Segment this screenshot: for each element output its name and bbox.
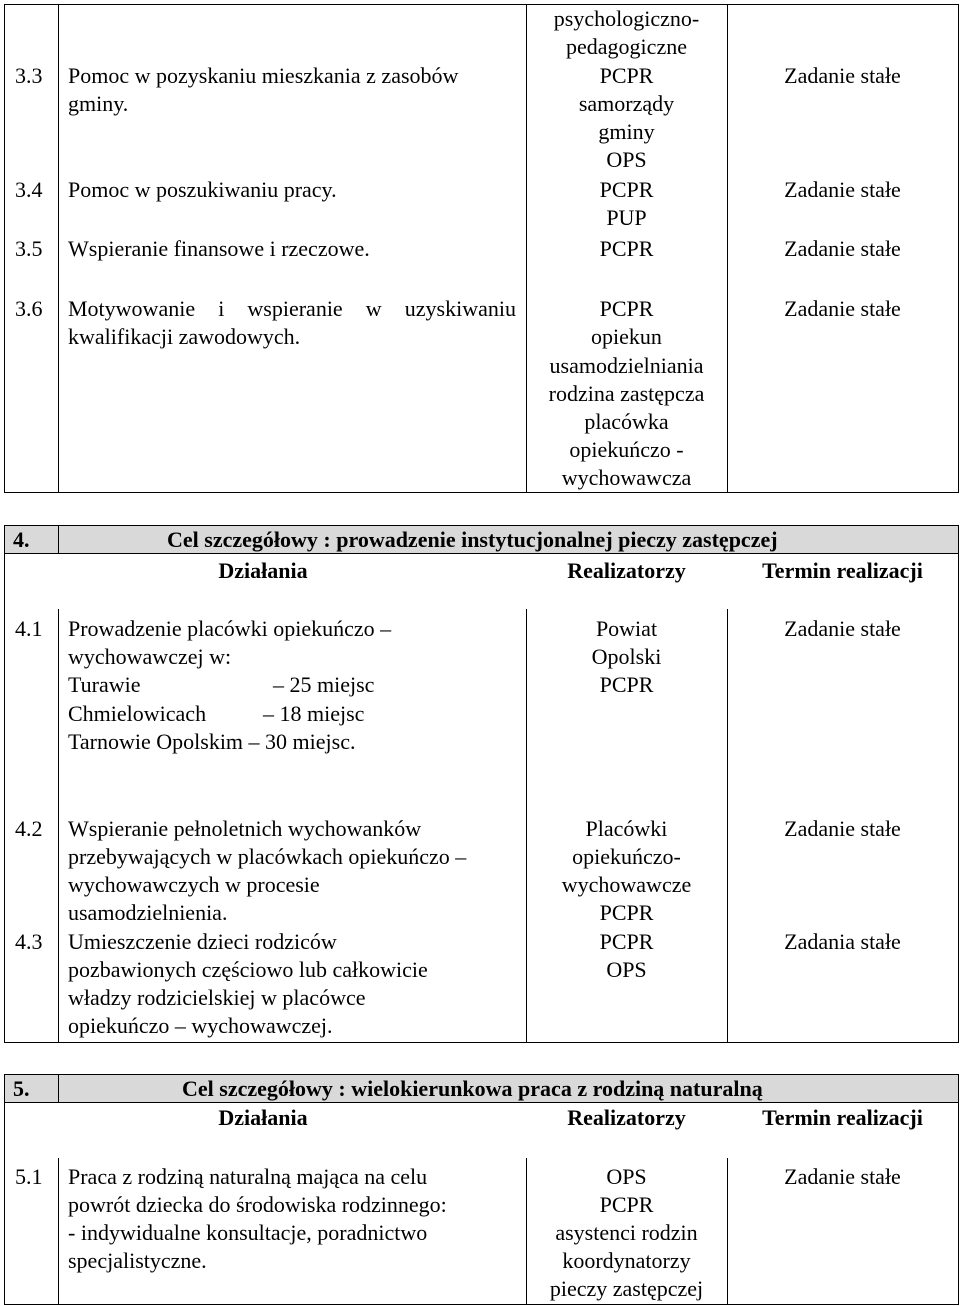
- termin-text: Zadanie stałe: [784, 296, 901, 321]
- place-name: Turawie: [68, 672, 141, 697]
- termin-text: Zadanie stałe: [784, 616, 901, 641]
- realizatorzy-line: psychologiczno-: [553, 6, 700, 31]
- realizatorzy-line: PCPR: [599, 236, 654, 261]
- section-number: 4.: [13, 527, 30, 552]
- action-text: opiekuńczo – wychowawczej.: [68, 1013, 333, 1038]
- realizatorzy-line: PUP: [606, 205, 647, 230]
- realizatorzy-line: Opolski: [591, 644, 662, 669]
- termin-text: Zadanie stałe: [784, 177, 901, 202]
- border-right: [958, 4, 959, 493]
- realizatorzy-line: Placówki: [585, 816, 668, 841]
- realizatorzy-line: asystenci rodzin: [555, 1220, 698, 1245]
- divider-num: [58, 609, 59, 1043]
- realizatorzy-line: opiekuńczo-: [572, 844, 681, 869]
- section-number: 5.: [13, 1076, 30, 1101]
- border-bottom: [4, 492, 959, 493]
- realizatorzy-line: PCPR: [599, 1192, 654, 1217]
- termin-text: Zadanie stałe: [784, 816, 901, 841]
- realizatorzy-line: samorządy: [578, 91, 675, 116]
- realizatorzy-line: pieczy zastępczej: [549, 1276, 704, 1301]
- action-text: gminy.: [68, 91, 129, 116]
- realizatorzy-line: opiekun: [591, 324, 662, 349]
- action-text: przebywających w placówkach opiekuńczo –: [68, 844, 467, 869]
- realizatorzy-line: usamodzielniania: [549, 353, 704, 378]
- divider-num-heading: [58, 1074, 59, 1102]
- border-left: [4, 525, 5, 1043]
- row-number: 4.2: [15, 816, 43, 841]
- termin-text: Zadanie stałe: [784, 63, 901, 88]
- row-number: 4.1: [15, 616, 43, 641]
- action-text: Wspieranie finansowe i rzeczowe.: [68, 236, 370, 261]
- action-text: usamodzielnienia.: [68, 900, 228, 925]
- row-number: 3.4: [15, 177, 43, 202]
- divider-num-heading: [58, 525, 59, 553]
- termin-text: Zadanie stałe: [784, 236, 901, 261]
- action-text: Pomoc w pozyskaniu mieszkania z zasobów: [68, 63, 459, 88]
- action-text: wychowawczych w procesie: [68, 872, 320, 897]
- action-text: wychowawczej w:: [68, 644, 232, 669]
- border-right: [958, 525, 959, 1043]
- action-text: specjalistyczne.: [68, 1248, 207, 1273]
- place-name: Tarnowie Opolskim – 30 miejsc.: [68, 729, 356, 754]
- realizatorzy-line: pedagogiczne: [566, 34, 687, 59]
- place-count: – 18 miejsc: [263, 701, 365, 726]
- border-right: [958, 1074, 959, 1305]
- termin-text: Zadanie stałe: [784, 1164, 901, 1189]
- place-count: – 25 miejsc: [273, 672, 375, 697]
- action-text: władzy rodzicielskiej w placówce: [68, 985, 366, 1010]
- realizatorzy-line: Powiat: [595, 616, 658, 641]
- realizatorzy-line: PCPR: [599, 672, 654, 697]
- action-text: Motywowanie i wspieranie w uzyskiwaniu: [68, 296, 516, 321]
- realizatorzy-line: OPS: [606, 1164, 647, 1189]
- action-text: kwalifikacji zawodowych.: [68, 324, 301, 349]
- realizatorzy-line: rodzina zastępcza: [548, 381, 705, 406]
- divider-num: [58, 4, 59, 493]
- realizatorzy-line: wychowawcze: [561, 872, 692, 897]
- realizatorzy-line: PCPR: [599, 900, 654, 925]
- action-text: pozbawionych częściowo lub całkowicie: [68, 957, 428, 982]
- realizatorzy-line: PCPR: [599, 929, 654, 954]
- row-number: 4.3: [15, 929, 43, 954]
- section-title: Cel szczegółowy : prowadzenie instytucjonalnej pieczy zastępczej: [167, 527, 778, 552]
- realizatorzy-line: wychowawcza: [561, 465, 692, 490]
- action-text: Pomoc w poszukiwaniu pracy.: [68, 177, 337, 202]
- row-number: 3.3: [15, 63, 43, 88]
- border-bottom: [4, 1304, 959, 1305]
- row-number: 5.1: [15, 1164, 43, 1189]
- divider-num: [58, 1158, 59, 1305]
- row-number: 3.6: [15, 296, 43, 321]
- termin-text: Zadania stałe: [784, 929, 901, 954]
- section-title: Cel szczegółowy : wielokierunkowa praca z rodziną naturalną: [182, 1076, 763, 1101]
- realizatorzy-line: OPS: [606, 147, 647, 172]
- place-name: Chmielowicach: [68, 701, 207, 726]
- column-header-termin: Termin realizacji: [762, 1105, 923, 1130]
- column-header-dzialania: Działania: [218, 558, 308, 583]
- border-top: [4, 4, 959, 5]
- realizatorzy-line: OPS: [606, 957, 647, 982]
- action-text: - indywidualne konsultacje, poradnictwo: [68, 1220, 428, 1245]
- action-text: Umieszczenie dzieci rodziców: [68, 929, 337, 954]
- row-number: 3.5: [15, 236, 43, 261]
- column-header-dzialania: Działania: [218, 1105, 308, 1130]
- action-text: Prowadzenie placówki opiekuńczo –: [68, 616, 392, 641]
- realizatorzy-line: opiekuńczo -: [569, 437, 684, 462]
- realizatorzy-line: placówka: [584, 409, 669, 434]
- realizatorzy-line: PCPR: [599, 177, 654, 202]
- realizatorzy-line: PCPR: [599, 63, 654, 88]
- action-text: powrót dziecka do środowiska rodzinnego:: [68, 1192, 447, 1217]
- column-header-realizatorzy: Realizatorzy: [567, 558, 686, 583]
- column-header-realizatorzy: Realizatorzy: [567, 1105, 686, 1130]
- border-bottom: [4, 1042, 959, 1043]
- border-left: [4, 1074, 5, 1305]
- realizatorzy-line: PCPR: [599, 296, 654, 321]
- border-left: [4, 4, 5, 493]
- action-text: Wspieranie pełnoletnich wychowanków: [68, 816, 422, 841]
- realizatorzy-line: gminy: [598, 119, 655, 144]
- column-header-termin: Termin realizacji: [762, 558, 923, 583]
- action-text: Praca z rodziną naturalną mająca na celu: [68, 1164, 428, 1189]
- realizatorzy-line: koordynatorzy: [562, 1248, 691, 1273]
